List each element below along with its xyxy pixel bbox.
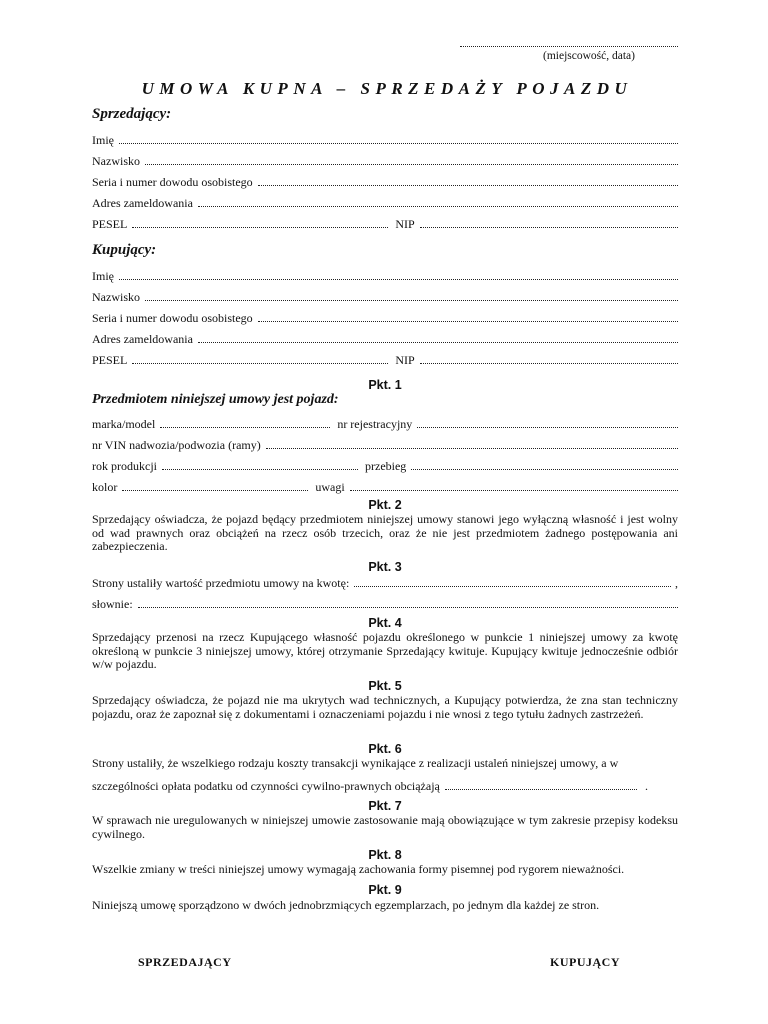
pkt3-heading: Pkt. 3 [368,560,402,574]
pkt5-heading: Pkt. 5 [368,679,402,693]
vin-field[interactable] [266,439,678,449]
seller-id-label: Seria i numer dowodu osobistego [92,175,253,189]
seller-id-field[interactable] [258,176,678,186]
seller-id-row [92,175,678,190]
color-field[interactable] [122,481,308,491]
price-words-label: słownie: [92,597,133,611]
vehicle-vin-row [92,438,678,453]
buyer-address-field[interactable] [198,333,678,343]
vehicle-color-row [92,480,678,495]
buyer-id-row [92,311,678,326]
pkt6-line1: Strony ustaliły, że wszelkiego rodzaju koszty transakcji wynikające z realizacji ustaleń niniejszej umowy, a w [92,756,619,770]
place-date-caption: (miejscowość, data) [543,50,635,62]
price-words-row [92,597,678,612]
seller-nip-field[interactable] [420,218,678,228]
tax-label: szczególności opłata podatku od czynności cywilno-prawnych obciążają [92,779,440,793]
seller-address-label: Adres zameldowania [92,196,193,210]
pkt2-heading: Pkt. 2 [368,498,402,512]
seller-surname-field[interactable] [145,155,678,165]
buyer-name-field[interactable] [119,270,678,280]
seller-surname-label: Nazwisko [92,154,140,168]
pkt6-heading: Pkt. 6 [368,742,402,756]
pkt8-text: Wszelkie zmiany w treści niniejszej umowy wymagają zachowania formy pisemnej pod rygorem nieważności. [92,862,625,876]
seller-name-field[interactable] [119,134,678,144]
place-date-field[interactable] [460,38,678,47]
pkt7-text: W sprawach nie uregulowanych w niniejszej umowie zastosowanie mają obowiązujące w tym zakresie przepisy kodeksu cywilnego. [92,813,678,841]
seller-address-field[interactable] [198,197,678,207]
seller-name-label: Imię [92,133,114,147]
pkt8-heading: Pkt. 8 [368,848,402,862]
seller-pesel-label: PESEL [92,217,128,231]
buyer-nip-label: NIP [395,353,415,367]
pkt9-text: Niniejszą umowę sporządzono w dwóch jednobrzmiących egzemplarzach, po jednym dla każdej ze stron. [92,898,600,912]
price-comma: , [675,576,678,590]
mileage-label: przebieg [365,459,407,473]
tax-period: . [645,779,648,793]
buyer-name-label: Imię [92,269,114,283]
buyer-address-label: Adres zameldowania [92,332,193,346]
pkt4-text: Sprzedający przenosi na rzecz Kupującego własność pojazdu określonego w punkcie 1 niniejszej umowy za kwotę określoną w punkcie 3 niniejszej umowy, której otrzymanie Sprzedający kwituje. Kupujący kwituje jednocześnie odbiór w/w pojazdu. [92,630,678,671]
buyer-address-row [92,332,678,347]
buyer-pesel-row [92,353,678,368]
seller-pesel-field[interactable] [132,218,388,228]
price-field[interactable] [354,577,671,587]
pkt4-heading: Pkt. 4 [368,616,402,630]
price-row [92,576,678,591]
vin-label: nr VIN nadwozia/podwozia (ramy) [92,438,261,452]
buyer-pesel-field[interactable] [132,354,388,364]
mileage-field[interactable] [411,460,678,470]
pkt5-text: Sprzedający oświadcza, że pojazd nie ma ukrytych wad technicznych, a Kupujący potwierdza, że zna stan techniczny pojazdu, oraz że zapoznał się z dokumentami i oznaczeniami pojazdu i nie wnosi z tego tytułu żadnych zastrzeżeń. [92,693,678,721]
seller-surname-row [92,154,678,169]
buyer-surname-row [92,290,678,305]
seller-nip-label: NIP [395,217,415,231]
vehicle-make-row [92,417,678,432]
seller-signature-label: SPRZEDAJĄCY [138,955,232,969]
buyer-surname-field[interactable] [145,291,678,301]
buyer-surname-label: Nazwisko [92,290,140,304]
vehicle-year-row [92,459,678,474]
price-label: Strony ustaliły wartość przedmiotu umowy na kwotę: [92,576,350,590]
year-field[interactable] [162,460,358,470]
remarks-label: uwagi [315,480,345,494]
seller-name-row [92,133,678,148]
color-label: kolor [92,480,118,494]
remarks-field[interactable] [350,481,678,491]
seller-heading: Sprzedający: [92,106,172,122]
registration-label: nr rejestracyjny [337,417,413,431]
buyer-signature-label: KUPUJĄCY [550,955,620,969]
place-date-block [460,38,678,62]
seller-pesel-row [92,217,678,232]
buyer-nip-field[interactable] [420,354,678,364]
pkt9-heading: Pkt. 9 [368,883,402,897]
buyer-id-field[interactable] [258,312,678,322]
year-label: rok produkcji [92,459,157,473]
pkt1-subheading: Przedmiotem niniejszej umowy jest pojazd: [92,392,339,407]
make-model-label: marka/model [92,417,156,431]
buyer-heading: Kupujący: [92,242,157,258]
tax-row [92,779,648,794]
buyer-id-label: Seria i numer dowodu osobistego [92,311,253,325]
seller-address-row [92,196,678,211]
buyer-name-row [92,269,678,284]
registration-field[interactable] [417,418,678,428]
pkt1-heading: Pkt. 1 [368,378,402,392]
document-title: UMOWA KUPNA – SPRZEDAŻY POJAZDU [141,79,633,98]
pkt2-text: Sprzedający oświadcza, że pojazd będący przedmiotem niniejszej umowy stanowi jego wyłączną własność i jest wolny od wad prawnych oraz obciążeń na rzecz osób trzecich, oraz że nie jest przedmiotem żadnego postępowania ani zabezpieczenia. [92,512,678,553]
tax-payer-field[interactable] [445,780,637,790]
buyer-pesel-label: PESEL [92,353,128,367]
make-model-field[interactable] [160,418,330,428]
pkt7-heading: Pkt. 7 [368,799,402,813]
price-words-field[interactable] [138,598,678,608]
